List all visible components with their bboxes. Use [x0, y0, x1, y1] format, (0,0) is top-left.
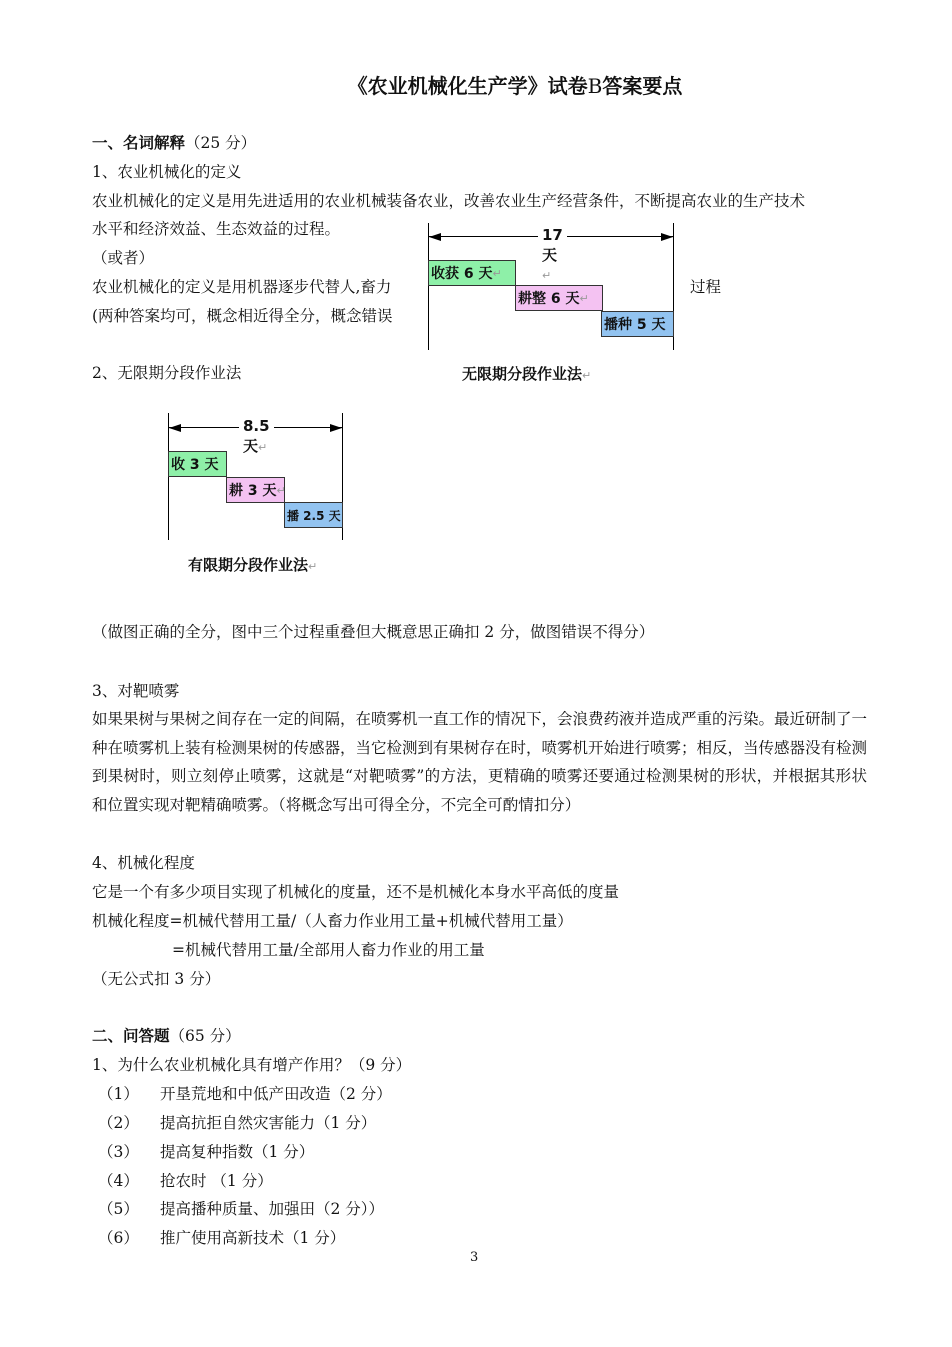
section2-heading: 二、问答题（65 分）: [92, 1027, 241, 1045]
title-suffix: 答案要点: [602, 74, 683, 98]
qa1-label: 1、为什么农业机械化具有增产作用？（9 分）: [92, 1056, 412, 1074]
q4-line1: 它是一个有多少项目实现了机械化的度量，还不是机械化本身水平高低的度量: [92, 883, 620, 901]
q1-def-a1: 农业机械化的定义是用先进适用的农业机械装备农业，改善农业生产经营条件，不断提高农业的生产技术: [92, 192, 806, 210]
q2-label: 2、无限期分段作业法: [92, 364, 242, 382]
title-text: 《农业机械化生产学》试卷: [347, 74, 588, 98]
page-title: [0, 70, 952, 99]
arrow-right-icon: [330, 424, 342, 432]
diagram-left-bound: [428, 223, 429, 350]
list-item: （2） 提高抗拒自然灾害能力（1 分）: [98, 1114, 377, 1132]
q1-def-b2: (两种答案均可，概念相近得全分，概念错误: [92, 307, 393, 325]
q1-def-b1: 农业机械化的定义是用机器逐步代替人,畜力: [92, 278, 392, 296]
q4-formula2: =机械代替用工量/全部用人畜力作业的用工量: [172, 941, 485, 959]
list-item: （6） 推广使用高新技术（1 分）: [98, 1229, 346, 1247]
box2-harvest: 收 3 天: [168, 451, 227, 477]
q4-formula1: 机械化程度=机械代替用工量/（人畜力作业用工量+机械代替用工量）: [92, 912, 573, 930]
section1-heading: 一、名词解释（25 分）: [92, 134, 257, 152]
title-version: B: [587, 74, 603, 98]
page-number: 3: [470, 1250, 479, 1265]
box2-sowing: 播 2.5 天: [284, 502, 343, 528]
list-item: （1） 开垦荒地和中低产田改造（2 分）: [98, 1085, 392, 1103]
q1-label: 1、农业机械化的定义: [92, 163, 242, 181]
q2-note: （做图正确的全分，图中三个过程重叠但大概意思正确扣 2 分，做图错误不得分）: [92, 623, 655, 641]
q3-text: 如果果树与果树之间存在一定的间隔，在喷雾机一直工作的情况下，会浪费药液并造成严重的污染。最近研制了一种在喷雾机上装有检测果树的传感器，当它检测到有果树存在时，喷雾机开始进行喷雾；相反，当传感器没有检测到果树时，则立刻停止喷雾，这就是“对靶喷雾”的方法，更精确的喷雾还要通过检测果树的形状，并根据其形状和位置实现对靶精确喷雾。（将概念写出可得全分，不完全可酌情扣分）: [92, 710, 868, 814]
span-label: 17 天↵: [538, 226, 567, 283]
q3-label: 3、对靶喷雾: [92, 682, 180, 700]
q1-def-a2: 水平和经济效益、生态效益的过程。: [92, 220, 341, 238]
list-item: （4） 抢农时 （1 分）: [98, 1172, 273, 1190]
span2-label: 8.5 天↵: [239, 417, 274, 456]
box2-tillage: 耕 3 天 ↵: [226, 477, 285, 503]
arrow-right-icon: [661, 233, 673, 241]
box-tillage: 耕整 6 天 ↵: [515, 285, 603, 311]
caption-limited: 有限期分段作业法↵: [188, 556, 318, 574]
arrow-left-icon: [429, 233, 441, 241]
list-item: （5） 提高播种质量、加强田（2 分））: [98, 1200, 385, 1218]
box-sowing: 播种 5 天: [601, 311, 674, 337]
caption-unlimited: 无限期分段作业法↵: [462, 365, 592, 383]
q4-note: （无公式扣 3 分）: [92, 970, 221, 988]
q4-label: 4、机械化程度: [92, 854, 195, 872]
q1-suffix: 过程: [690, 278, 722, 296]
q1-alt: （或者）: [92, 249, 155, 267]
box-harvest: 收获 6 天 ↵: [428, 260, 516, 286]
arrow-left-icon: [169, 424, 181, 432]
list-item: （3） 提高复种指数（1 分）: [98, 1143, 315, 1161]
